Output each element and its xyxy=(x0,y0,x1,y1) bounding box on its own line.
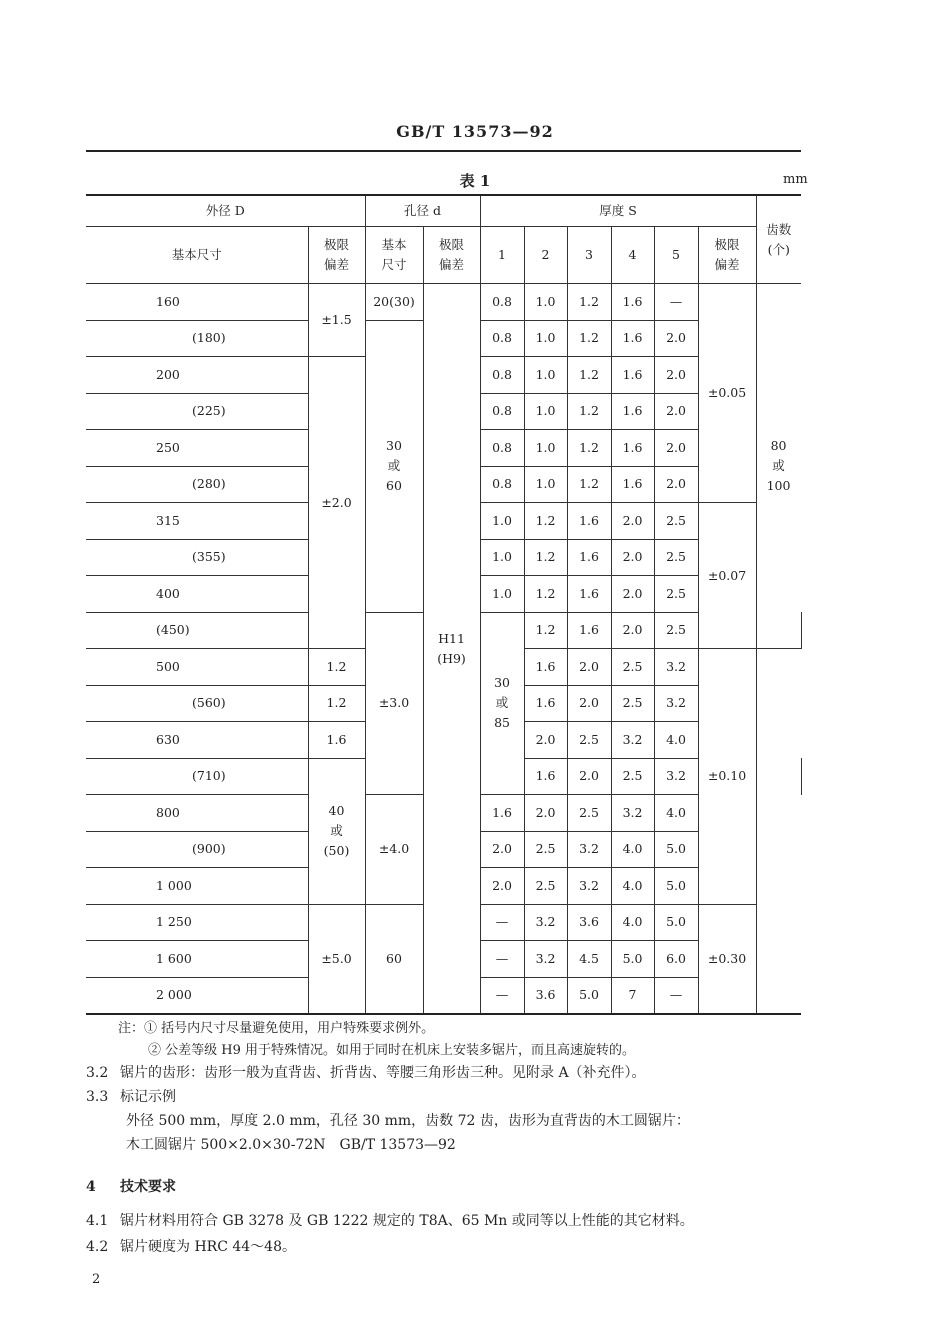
thickness-cell: 3.2 xyxy=(654,758,698,795)
thickness-cell: 2.5 xyxy=(567,795,611,832)
thickness-cell: — xyxy=(480,904,524,941)
thickness-cell: 3.6 xyxy=(567,904,611,941)
marking-example-line-1: 外径 500 mm，厚度 2.0 mm，孔径 30 mm，齿数 72 齿，齿形为直背齿的木工圆锯片： xyxy=(126,1113,690,1129)
header-rule xyxy=(86,150,801,152)
thickness-cell: 1.0 xyxy=(480,576,524,613)
thickness-cell: 2.5 xyxy=(654,503,698,540)
thickness-cell: 1.6 xyxy=(480,795,524,832)
section-4-2 xyxy=(86,1236,296,1258)
outer-size-cell: (180) xyxy=(86,320,308,357)
thickness-cell: — xyxy=(654,284,698,321)
thickness-cell: — xyxy=(654,977,698,1014)
thickness-cell: 2.5 xyxy=(611,758,654,795)
section-number: 4.1 xyxy=(86,1213,109,1229)
header-s2: 2 xyxy=(524,227,567,284)
thickness-cell: 2.0 xyxy=(654,320,698,357)
section-4-1 xyxy=(86,1210,694,1232)
thickness-cell: 2.0 xyxy=(654,430,698,467)
thickness-cell: 1.6 xyxy=(567,539,611,576)
header-bore-basic: 基本 尺寸 xyxy=(365,227,423,284)
thickness-cell: 3.2 xyxy=(654,649,698,686)
thickness-cell: 1.2 xyxy=(567,430,611,467)
thickness-tol-cell: ±0.07 xyxy=(698,503,756,649)
thickness-tol-cell: ±0.10 xyxy=(698,649,756,905)
thickness-cell: 1.2 xyxy=(567,284,611,321)
bore-size-cell: 60 xyxy=(365,904,423,1014)
thickness-cell: 2.0 xyxy=(567,758,611,795)
thickness-cell: 2.0 xyxy=(567,649,611,686)
standard-code: GB/T 13573—92 xyxy=(396,122,554,141)
thickness-cell: 1.0 xyxy=(524,430,567,467)
section-number: 3.2 xyxy=(86,1065,109,1081)
thickness-cell: 4.0 xyxy=(654,722,698,759)
thickness-cell: 1.0 xyxy=(524,357,567,394)
thickness-cell: 0.8 xyxy=(480,393,524,430)
thickness-cell: 1.2 xyxy=(308,685,365,722)
thickness-cell: 2.0 xyxy=(611,539,654,576)
thickness-cell: 2.5 xyxy=(611,685,654,722)
thickness-cell: 1.6 xyxy=(524,649,567,686)
thickness-cell: 2.5 xyxy=(524,831,567,868)
header-s1: 1 xyxy=(480,227,524,284)
outer-size-cell: 500 xyxy=(86,649,308,686)
thickness-cell: 0.8 xyxy=(480,466,524,503)
outer-size-cell: 160 xyxy=(86,284,308,321)
outer-size-cell: 1 600 xyxy=(86,941,308,978)
thickness-cell: 4.0 xyxy=(611,904,654,941)
thickness-cell: 4.0 xyxy=(654,795,698,832)
outer-tol-cell: ±5.0 xyxy=(308,904,365,1014)
teeth-cell: 80 或 100 xyxy=(756,284,801,649)
thickness-cell: 1.6 xyxy=(611,320,654,357)
spec-table xyxy=(86,194,802,1015)
thickness-cell: 1.2 xyxy=(567,466,611,503)
thickness-cell: 1.6 xyxy=(524,758,567,795)
thickness-cell: 3.2 xyxy=(654,685,698,722)
thickness-cell: 1.0 xyxy=(524,320,567,357)
thickness-cell: 1.2 xyxy=(567,357,611,394)
thickness-cell: 1.0 xyxy=(524,393,567,430)
thickness-cell: 5.0 xyxy=(654,868,698,905)
thickness-cell: 2.5 xyxy=(654,612,698,649)
thickness-cell: 2.0 xyxy=(611,576,654,613)
thickness-cell: 1.6 xyxy=(611,284,654,321)
thickness-cell: 5.0 xyxy=(567,977,611,1014)
thickness-cell: 1.2 xyxy=(567,320,611,357)
note-1: 注：① 括号内尺寸尽量避免使用，用户特殊要求例外。 xyxy=(118,1021,435,1036)
thickness-cell: 1.2 xyxy=(308,649,365,686)
outer-tol-cell: ±4.0 xyxy=(365,795,423,905)
outer-size-cell: (225) xyxy=(86,393,308,430)
thickness-cell: 2.0 xyxy=(654,357,698,394)
outer-size-cell: 1 000 xyxy=(86,868,308,905)
thickness-cell: 3.2 xyxy=(524,941,567,978)
thickness-cell: 2.5 xyxy=(611,649,654,686)
header-thickness-tolerance: 极限 偏差 xyxy=(698,227,756,284)
section-number: 3.3 xyxy=(86,1089,109,1105)
outer-size-cell: (900) xyxy=(86,831,308,868)
header-s5: 5 xyxy=(654,227,698,284)
header-s3: 3 xyxy=(567,227,611,284)
thickness-cell: 1.2 xyxy=(524,503,567,540)
thickness-cell: 1.0 xyxy=(480,503,524,540)
bore-size-cell: 30 或 60 xyxy=(365,320,423,612)
thickness-cell: — xyxy=(480,941,524,978)
outer-tol-cell: ±2.0 xyxy=(308,357,365,649)
thickness-cell: 2.5 xyxy=(567,722,611,759)
thickness-cell: 1.2 xyxy=(524,539,567,576)
thickness-cell: 1.6 xyxy=(567,612,611,649)
section-text: 标记示例 xyxy=(120,1089,176,1105)
bore-size-cell: 30 或 85 xyxy=(480,612,524,795)
outer-size-cell: 630 xyxy=(86,722,308,759)
page-number: 2 xyxy=(92,1272,101,1287)
outer-size-cell: (710) xyxy=(86,758,308,795)
header-outer-diameter: 外径 D xyxy=(86,195,365,227)
thickness-cell: 5.0 xyxy=(654,831,698,868)
thickness-cell: 1.6 xyxy=(611,357,654,394)
outer-tol-cell: ±3.0 xyxy=(365,612,423,795)
thickness-cell: 7 xyxy=(611,977,654,1014)
header-basic-size: 基本尺寸 xyxy=(86,227,308,284)
thickness-cell: 3.2 xyxy=(611,795,654,832)
outer-size-cell: 315 xyxy=(86,503,308,540)
teeth-cell-empty xyxy=(756,649,801,1015)
section-text: 锯片材料用符合 GB 3278 及 GB 1222 规定的 T8A、65 Mn 或同等以上性能的其它材料。 xyxy=(120,1213,694,1229)
outer-size-cell: 1 250 xyxy=(86,904,308,941)
thickness-cell: 2.0 xyxy=(480,831,524,868)
thickness-cell: 3.6 xyxy=(524,977,567,1014)
thickness-cell: 2.0 xyxy=(524,795,567,832)
thickness-cell: 2.0 xyxy=(480,868,524,905)
thickness-cell: 1.2 xyxy=(524,576,567,613)
thickness-cell: 2.0 xyxy=(654,466,698,503)
thickness-cell: 2.5 xyxy=(654,576,698,613)
thickness-cell: 1.2 xyxy=(524,612,567,649)
thickness-cell: 1.0 xyxy=(480,539,524,576)
header-thickness: 厚度 S xyxy=(480,195,756,227)
section-4-heading xyxy=(86,1176,176,1198)
outer-size-cell: (355) xyxy=(86,539,308,576)
thickness-cell: 4.0 xyxy=(611,831,654,868)
header-teeth: 齿数 (个) xyxy=(756,195,801,284)
thickness-cell: 1.6 xyxy=(567,576,611,613)
thickness-cell: 1.6 xyxy=(308,722,365,759)
table-notes xyxy=(118,1018,635,1062)
thickness-cell: 5.0 xyxy=(654,904,698,941)
thickness-cell: 2.0 xyxy=(654,393,698,430)
section-text: 锯片的齿形：齿形一般为直背齿、折背齿、等腰三角形齿三种。见附录 A（补充件）。 xyxy=(120,1065,646,1081)
table-caption: 表 1 xyxy=(459,172,491,190)
section-3-3 xyxy=(86,1086,176,1108)
thickness-cell: 1.6 xyxy=(611,393,654,430)
outer-size-cell: 400 xyxy=(86,576,308,613)
thickness-cell: 2.5 xyxy=(654,539,698,576)
thickness-tol-cell: ±0.05 xyxy=(698,284,756,503)
table-unit: mm xyxy=(783,172,808,187)
thickness-cell: 4.0 xyxy=(611,868,654,905)
outer-size-cell: 250 xyxy=(86,430,308,467)
thickness-cell: 2.0 xyxy=(611,612,654,649)
header-outer-tolerance: 极限 偏差 xyxy=(308,227,365,284)
thickness-cell: 3.2 xyxy=(567,831,611,868)
outer-size-cell: (450) xyxy=(86,612,308,649)
thickness-cell: 4.5 xyxy=(567,941,611,978)
thickness-cell: 0.8 xyxy=(480,430,524,467)
thickness-cell: 1.0 xyxy=(524,284,567,321)
thickness-cell: — xyxy=(480,977,524,1014)
thickness-cell: 1.6 xyxy=(567,503,611,540)
thickness-cell: 1.2 xyxy=(567,393,611,430)
thickness-cell: 1.0 xyxy=(524,466,567,503)
header-bore: 孔径 d xyxy=(365,195,480,227)
thickness-cell: 2.0 xyxy=(611,503,654,540)
thickness-tol-cell: ±0.30 xyxy=(698,904,756,1014)
thickness-cell: 0.8 xyxy=(480,320,524,357)
section-number: 4.2 xyxy=(86,1239,109,1255)
outer-tol-cell: ±1.5 xyxy=(308,284,365,357)
thickness-cell: 1.6 xyxy=(611,466,654,503)
bore-tol-cell: H11 (H9) xyxy=(423,284,480,1015)
thickness-cell: 0.8 xyxy=(480,284,524,321)
bore-size-cell: 20(30) xyxy=(365,284,423,321)
outer-size-cell: (560) xyxy=(86,685,308,722)
outer-size-cell: (280) xyxy=(86,466,308,503)
bore-size-cell: 40 或 (50) xyxy=(308,758,365,904)
thickness-cell: 2.0 xyxy=(524,722,567,759)
section-3-2 xyxy=(86,1062,646,1084)
thickness-cell: 2.5 xyxy=(524,868,567,905)
thickness-cell: 6.0 xyxy=(654,941,698,978)
outer-size-cell: 2 000 xyxy=(86,977,308,1014)
thickness-cell: 0.8 xyxy=(480,357,524,394)
header-s4: 4 xyxy=(611,227,654,284)
thickness-cell: 2.0 xyxy=(567,685,611,722)
section-number: 4 xyxy=(86,1179,96,1195)
section-text: 锯片硬度为 HRC 44～48。 xyxy=(120,1239,296,1255)
outer-size-cell: 200 xyxy=(86,357,308,394)
outer-size-cell: 800 xyxy=(86,795,308,832)
thickness-cell: 3.2 xyxy=(611,722,654,759)
thickness-cell: 5.0 xyxy=(611,941,654,978)
marking-example-line-2: 木工圆锯片 500×2.0×30-72N GB/T 13573—92 xyxy=(126,1137,456,1153)
thickness-cell: 1.6 xyxy=(611,430,654,467)
thickness-cell: 3.2 xyxy=(524,904,567,941)
thickness-cell: 3.2 xyxy=(567,868,611,905)
section-title: 技术要求 xyxy=(120,1179,176,1195)
thickness-cell: 1.6 xyxy=(524,685,567,722)
header-bore-tolerance: 极限 偏差 xyxy=(423,227,480,284)
note-2: ② 公差等级 H9 用于特殊情况。如用于同时在机床上安装多锯片，而且高速旋转的。 xyxy=(148,1043,636,1058)
